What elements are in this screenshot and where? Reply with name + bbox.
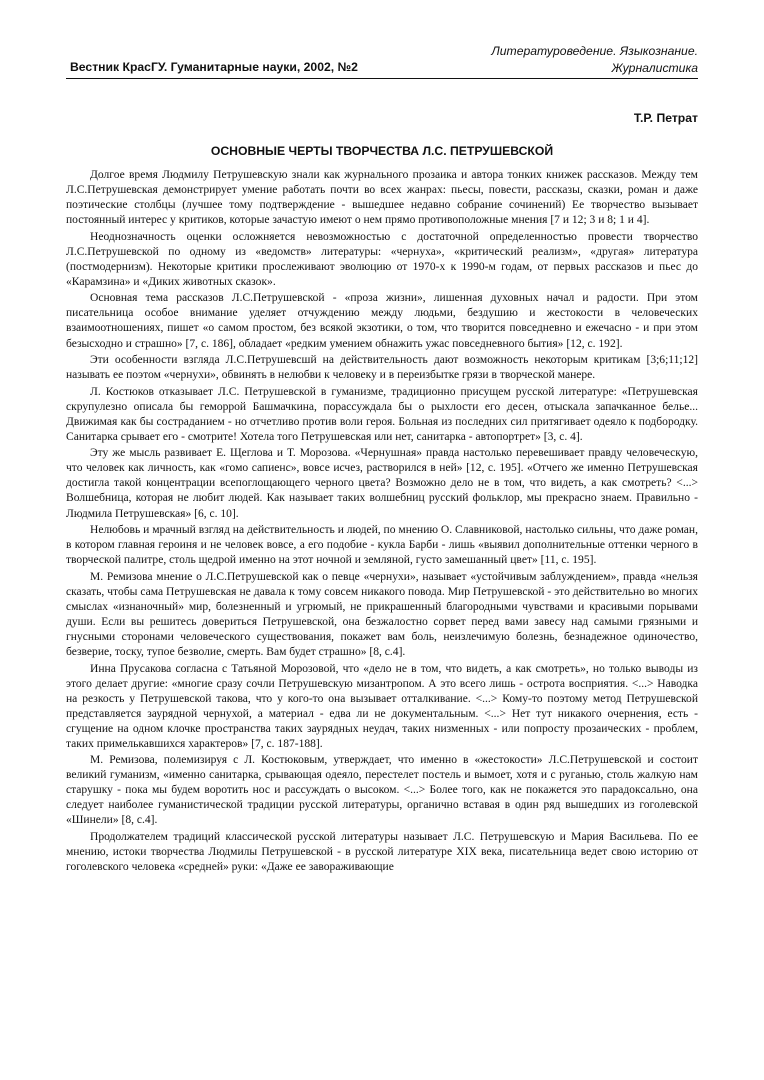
paragraph: М. Ремизова мнение о Л.С.Петрушевской как о певце «чернухи», называет «устойчивым заблуждением», правда «нельзя сказать, чтобы сама Петрушевская не давала к тому совсем никакого повода. Мир Петрушевской - это действительно во многих смыслах «изнаночный» мир, болезненный и угрюмый, не прикрашенный благородными чувствами и красивыми порывами души. Если вы решитесь довериться Петрушевской, она безжалостно сорвет перед вами завесу над самыми грязными и гнусными сторонами человеческого существования, покажет вам боль, неизлечимую болезнь, безнадежное одиночество, безверие, тоску, тупое безволие, смерть. Вам будет страшно» [8, с.4].	[66, 570, 698, 658]
paragraph: Продолжателем традиций классической русской литературы называет Л.С. Петрушевскую и Мария Васильева. По ее мнению, истоки творчества Людмилы Петрушевской - в русской литературе XIX века, писательница ведет свою историю от гоголевского человека «средней» руки: «Даже ее завораживающие	[66, 831, 698, 874]
journal-header: Вестник КрасГУ. Гуманитарные науки, 2002, №2	[70, 60, 358, 74]
article-body	[66, 168, 698, 877]
section-header-line-1: Литературоведение. Языкознание.	[491, 44, 698, 58]
section-header-line-2: Журналистика	[611, 61, 698, 75]
author-name: Т.Р. Петрат	[633, 111, 698, 125]
section-header	[491, 43, 698, 77]
paragraph: Нелюбовь и мрачный взгляд на действительность и людей, по мнению О. Славниковой, настолько сильны, что даже роман, в котором главная героиня и не человек вовсе, а его подобие - кукла Барби - лишь «выявил дополнительные оттенки черного в творческой палитре, столь щедрой именно на этот ночной и земляной, густо замешанный цвет» [11, с. 195].	[66, 524, 698, 567]
paragraph: Неоднозначность оценки осложняется невозможностью с достаточной определенностью провести творчество Л.С.Петрушевской по одному из «ведомств» литературы: «чернуха», «критический реализм», «другая» литература (постмодернизм). Некоторые критики прослеживают эволюцию от 1970-х к 1990-м годам, от первых рассказов и пьес до «Карамзина» и «Диких животных сказок».	[66, 230, 698, 288]
header-divider	[66, 78, 698, 79]
paragraph: Л. Костюков отказывает Л.С. Петрушевской в гуманизме, традиционно присущем русской литературе: «Петрушевская скрупулезно описала бы геморрой Башмачкина, порассуждала бы о рыхлости его десен, отыскала запачканное белье... Движимая как бы состраданием - но отчетливо против воли героя. Больная из последних сил притягивает одеяло к подбородку. Санитарка срывает его - смотрите! Хотела того Петрушевская или нет, санитарка - автопортрет» [3, с. 4].	[66, 385, 698, 443]
paragraph: Эти особенности взгляда Л.С.Петрушевсшй на действительность дают возможность некоторым критикам [3;6;11;12] называть ее поэтом «чернухи», обвинять в нелюбви к человеку и в переизбытке грязи в творческой манере.	[66, 354, 698, 382]
paragraph: Долгое время Людмилу Петрушевскую знали как журнального прозаика и автора тонких книжек рассказов. Между тем Л.С.Петрушевская демонстрирует умение работать почти во всех жанрах: пьесы, повести, рассказы, сказки, роман и даже поэтические столбцы (лучшее тому подтверждение - вышедшее недавно собрание сочинений) Ее творчество вызывает постоянный интерес у критиков, которые зачастую имеют о нем прямо противоположные мнения [7 и 12; 3 и 8; 1 и 4].	[66, 169, 698, 227]
paragraph: Инна Прусакова согласна с Татьяной Морозовой, что «дело не в том, что видеть, а как смотреть», но только выводы из этого делает другие: «многие сразу сочли Петрушевскую мизантропом. А это всего лишь - острота восприятия. <...> Наводка на резкость у Петрушевской такова, что у кого-то она вызывает отталкивание. <...> Кому-то поэтому метод Петрушевской представляется заурядной чернухой, а материал - едва ли не документальным. <...> Нет тут никакого очернения, есть - сгущение на одном клочке пространства таких заурядных неудач, таких низменных - или попросту прозаических - проблем, таких примелькавшихся характеров» [7, с. 187-188].	[66, 662, 698, 750]
paragraph: М. Ремизова, полемизируя с Л. Костюковым, утверждает, что именно в «жестокости» Л.С.Петрушевской и состоит великий гуманизм, «именно санитарка, срывающая одеяло, перестелет постель и вымоет, хотя и с руганью, столь жалкую нам старушку - пока мы будем воротить нос и рассуждать о высоком. <...> Более того, как не покажется это парадоксально, она следует наиболее гуманистической традиции русской литературы, органично вставая в один ряд вышедших из гоголевской «Шинели» [8, с.4].	[66, 754, 698, 827]
article-title: ОСНОВНЫЕ ЧЕРТЫ ТВОРЧЕСТВА Л.С. ПЕТРУШЕВСКОЙ	[210, 144, 554, 158]
paragraph: Основная тема рассказов Л.С.Петрушевской - «проза жизни», лишенная духовных начал и радости. При этом писательница особое внимание уделяет отчуждению между людьми, бездушию и жестокости в человеческих взаимоотношениях, пишет «о самом простом, без всякой экзотики, о том, что творится повседневно и ежечасно - и при этом безысходно и страшно» [7, с. 186], обладает «редким умением обнажить ужас повседневного бытия» [12, с. 192].	[66, 292, 698, 350]
paragraph: Эту же мысль развивает Е. Щеглова и Т. Морозова. «Чернушная» правда настолько перевешивает правду человеческую, что человек как личность, как «гомо сапиенс», вовсе исчез, растворился в ней» [12, с. 195]. «Отчего же именно Петрушевская достигла такой концентрации всепоглощающего черного цвета? Возможно дело не в том, что видеть, а как смотреть? <...> Волшебница, которая не любит людей. Как называет таких волшебниц русский фольклор, мы прекрасно знаем. Правильно - Людмила Петрушевская» [6, с. 10].	[66, 447, 698, 520]
